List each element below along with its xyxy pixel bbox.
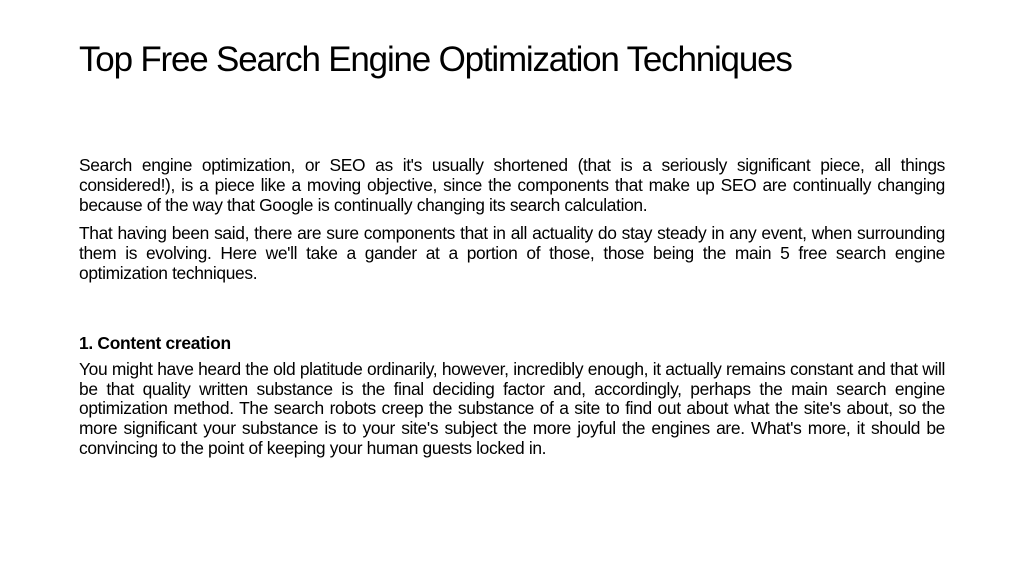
- section-heading: 1. Content creation: [79, 332, 231, 353]
- section-spacer: [79, 293, 945, 333]
- context-paragraph: That having been said, there are sure components that in all actuality do stay steady in any event, when surrounding them is evolving. Here we'll take a gander at a portion of those, those being the main 5 free search engine optimization techniques.: [79, 223, 945, 283]
- intro-paragraph: Search engine optimization, or SEO as it's usually shortened (that is a seriously significant piece, all things considered!), is a piece like a moving objective, since the components that make up SEO are continually changing because of the way that Google is continually changing its search calculation.: [79, 155, 945, 215]
- slide-body: [79, 156, 945, 459]
- slide-title: Top Free Search Engine Optimization Techniques: [79, 40, 792, 79]
- section-paragraph: You might have heard the old platitude ordinarily, however, incredibly enough, it actually remains constant and that will be that quality written substance is the final deciding factor and, accordingly, perhaps the main search engine optimization method. The search robots creep the substance of a site to find out about what the site's about, so the more significant your substance is to your site's subject the more joyful the engines are. What's more, it should be convincing to the point of keeping your human guests locked in.: [79, 358, 945, 458]
